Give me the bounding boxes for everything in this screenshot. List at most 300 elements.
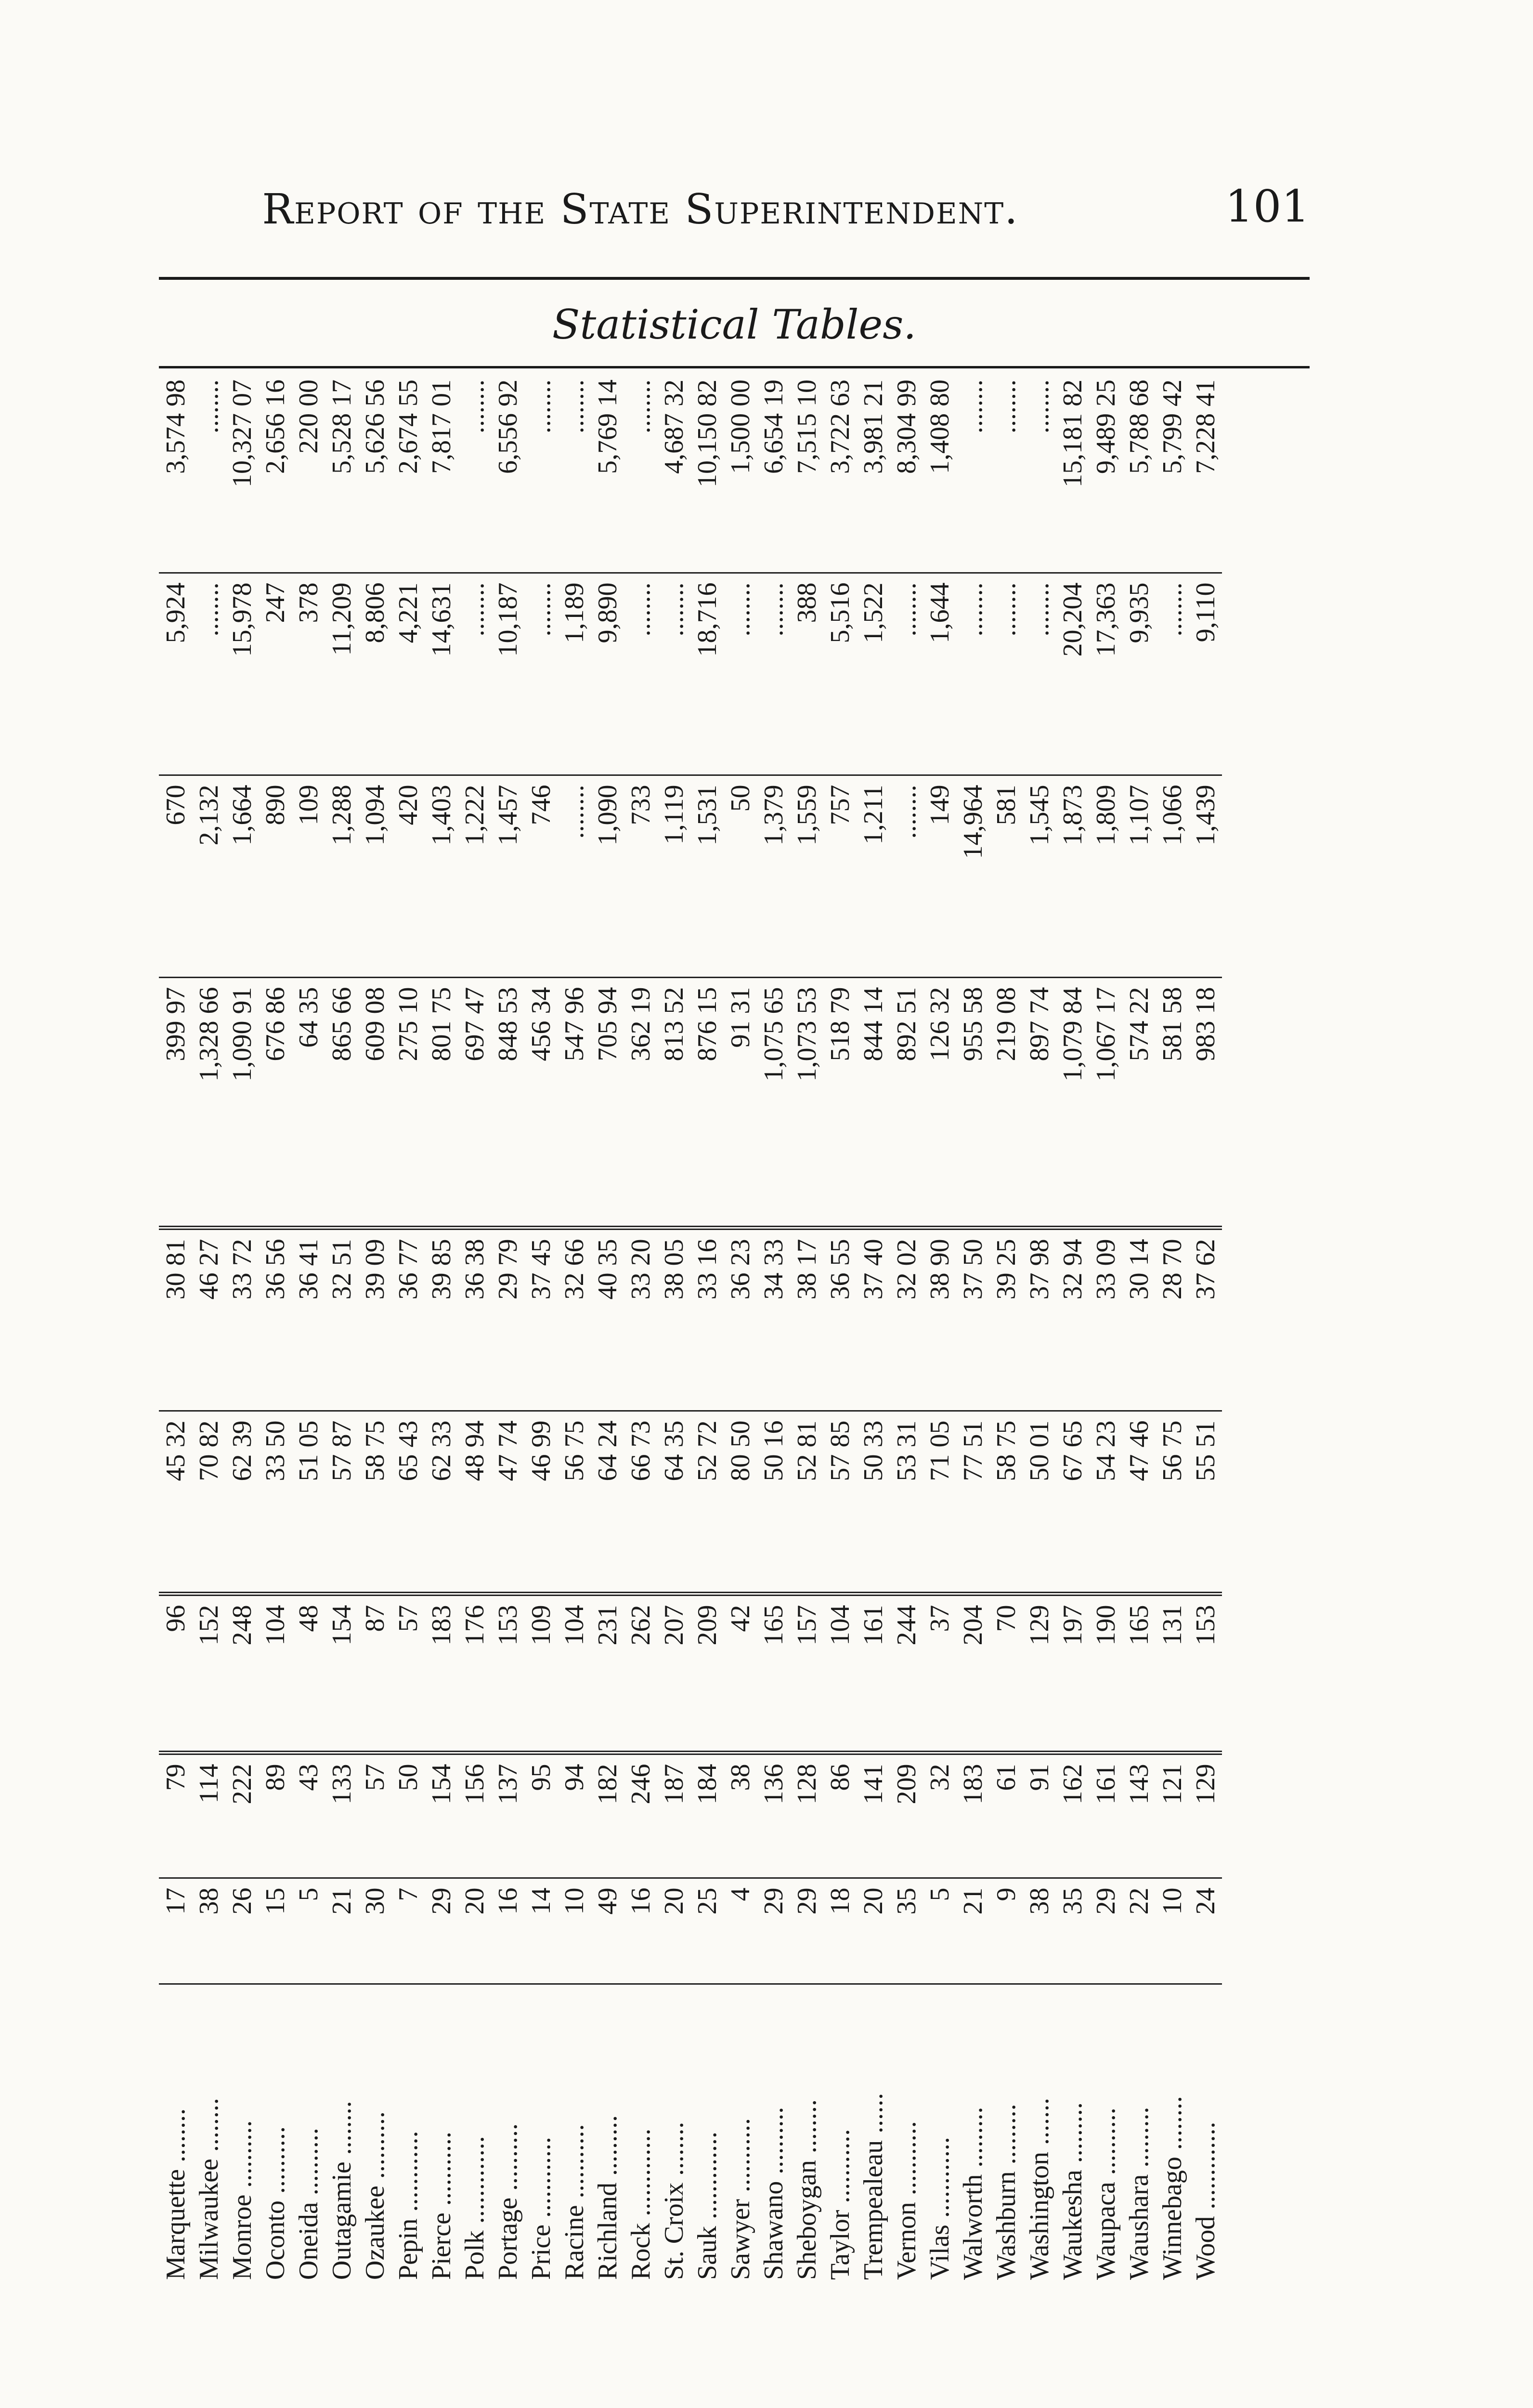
value-cell: 114 (192, 1753, 225, 1878)
table-row (458, 371, 491, 2283)
county-name-cell: Price ............ (526, 2136, 556, 2280)
value-cell: 456 34 (524, 978, 558, 1228)
county-name-cell: Richland ......... (592, 2115, 623, 2280)
value-cell: 757 (823, 775, 857, 978)
value-cell: 9,110 (1189, 573, 1222, 775)
value-cell: 37 (923, 1594, 956, 1753)
value-cell: ........ (989, 371, 1023, 573)
value-cell: 897 74 (1023, 978, 1056, 1228)
value-cell: ........ (890, 775, 923, 978)
value-cell: 65 43 (391, 1411, 425, 1594)
value-cell: 865 66 (325, 978, 358, 1228)
statistical-table (159, 371, 1261, 2283)
value-cell: 1,075 65 (757, 978, 790, 1228)
value-cell: 25 (690, 1878, 724, 1984)
value-cell: 40 35 (591, 1228, 624, 1411)
value-cell: 39 25 (989, 1228, 1023, 1411)
table-row (823, 371, 857, 2283)
value-cell: 45 32 (159, 1411, 192, 1594)
value-cell: 5,788 68 (1122, 371, 1156, 573)
value-cell: 56 75 (558, 1411, 591, 1594)
value-cell: 5,626 56 (358, 371, 391, 573)
county-name-cell: Oconto .......... (260, 2126, 290, 2280)
value-cell: 378 (292, 573, 325, 775)
value-cell: 37 40 (857, 1228, 890, 1411)
value-cell: 20 (657, 1878, 690, 1984)
value-cell: 14 (524, 1878, 558, 1984)
value-cell: 165 (757, 1594, 790, 1753)
value-cell: 48 94 (458, 1411, 491, 1594)
value-cell: 49 (591, 1878, 624, 1984)
value-cell: 36 41 (292, 1228, 325, 1411)
value-cell: ........ (1023, 371, 1056, 573)
value-cell: 1,559 (790, 775, 823, 978)
county-name-cell: Vilas ............ (924, 2137, 955, 2280)
county-name-cell: Winnebago ........ (1157, 2096, 1187, 2280)
value-cell: 154 (325, 1594, 358, 1753)
value-cell: 54 23 (1089, 1411, 1122, 1594)
value-cell: 4 (724, 1878, 757, 1984)
value-cell: 15 (259, 1878, 292, 1984)
county-name-cell: Waushara ......... (1124, 2107, 1154, 2280)
value-cell: 104 (259, 1594, 292, 1753)
value-cell: 26 (225, 1878, 259, 1984)
value-cell: 86 (823, 1753, 857, 1878)
value-cell: 813 52 (657, 978, 690, 1228)
value-cell: 79 (159, 1753, 192, 1878)
value-cell: 50 (724, 775, 757, 978)
table-row (857, 371, 890, 2283)
value-cell: 733 (624, 775, 657, 978)
value-cell: 9,489 25 (1089, 371, 1122, 573)
table-row (989, 371, 1023, 2283)
value-cell: 547 96 (558, 978, 591, 1228)
value-cell: 161 (857, 1594, 890, 1753)
value-cell: 30 (358, 1878, 391, 1984)
value-cell: 62 39 (225, 1411, 259, 1594)
value-cell: 57 87 (325, 1411, 358, 1594)
value-cell: 128 (790, 1753, 823, 1878)
value-cell: 29 (790, 1878, 823, 1984)
table-row (425, 371, 458, 2283)
value-cell: 420 (391, 775, 425, 978)
value-cell: 57 (391, 1594, 425, 1753)
value-cell: ........ (524, 573, 558, 775)
value-cell: 80 50 (724, 1411, 757, 1594)
table-row (790, 371, 823, 2283)
value-cell: 32 51 (325, 1228, 358, 1411)
table-row (657, 371, 690, 2283)
table-row (491, 371, 524, 2283)
value-cell: 143 (1122, 1753, 1156, 1878)
value-cell: 165 (1122, 1594, 1156, 1753)
value-cell: 61 (989, 1753, 1023, 1878)
value-cell: 1,107 (1122, 775, 1156, 978)
value-cell: 388 (790, 573, 823, 775)
value-cell: 6,654 19 (757, 371, 790, 573)
value-cell: 91 (1023, 1753, 1056, 1878)
value-cell: 219 08 (989, 978, 1023, 1228)
value-cell: 62 33 (425, 1411, 458, 1594)
value-cell: 204 (956, 1594, 989, 1753)
value-cell: 399 97 (159, 978, 192, 1228)
value-cell: ........ (956, 573, 989, 775)
value-cell: 39 85 (425, 1228, 458, 1411)
value-cell: 183 (425, 1594, 458, 1753)
value-cell: 10 (558, 1878, 591, 1984)
county-name-cell: Milwaukee ........ (194, 2098, 224, 2280)
value-cell: 71 05 (923, 1411, 956, 1594)
value-cell: 37 98 (1023, 1228, 1056, 1411)
value-cell: 209 (890, 1753, 923, 1878)
value-cell: 36 38 (458, 1228, 491, 1411)
value-cell: ........ (757, 573, 790, 775)
value-cell: 746 (524, 775, 558, 978)
value-cell: 5 (923, 1878, 956, 1984)
value-cell: 43 (292, 1753, 325, 1878)
value-cell: 35 (1056, 1878, 1089, 1984)
value-cell: 37 62 (1189, 1228, 1222, 1411)
value-cell: ........ (890, 573, 923, 775)
value-cell: 96 (159, 1594, 192, 1753)
county-name-cell: Polk ............. (459, 2136, 490, 2280)
value-cell: 14,964 (956, 775, 989, 978)
value-cell: 20 (458, 1878, 491, 1984)
county-name-cell: Outagamie ........ (326, 2101, 357, 2280)
county-name-cell: Wood ............. (1190, 2121, 1221, 2280)
county-name-cell: Marquette ........ (160, 2108, 191, 2280)
value-cell: 50 (391, 1753, 425, 1878)
value-cell: 10 (1156, 1878, 1189, 1984)
value-cell: 52 81 (790, 1411, 823, 1594)
value-cell: 67 65 (1056, 1411, 1089, 1594)
value-cell: 3,981 21 (857, 371, 890, 573)
value-cell: 9,890 (591, 573, 624, 775)
value-cell: ........ (524, 371, 558, 573)
page-header (159, 181, 1310, 243)
value-cell: 2,132 (192, 775, 225, 978)
value-cell: 33 20 (624, 1228, 657, 1411)
value-cell: 581 58 (1156, 978, 1189, 1228)
value-cell: 157 (790, 1594, 823, 1753)
value-cell: 1,809 (1089, 775, 1122, 978)
value-cell: 11,209 (325, 573, 358, 775)
value-cell: 1,189 (558, 573, 591, 775)
value-cell: 1,439 (1189, 775, 1222, 978)
subtitle-rule (159, 366, 1310, 368)
value-cell: 57 85 (823, 1411, 857, 1594)
value-cell: 46 99 (524, 1411, 558, 1594)
value-cell: 3,722 63 (823, 371, 857, 573)
value-cell: 29 (757, 1878, 790, 1984)
table-row (890, 371, 923, 2283)
value-cell: 184 (690, 1753, 724, 1878)
value-cell: 33 16 (690, 1228, 724, 1411)
value-cell: 2,674 55 (391, 371, 425, 573)
value-cell: 207 (657, 1594, 690, 1753)
county-name-cell: Waupaca .......... (1091, 2107, 1121, 2280)
value-cell: 36 23 (724, 1228, 757, 1411)
value-cell: 153 (1189, 1594, 1222, 1753)
value-cell: 362 19 (624, 978, 657, 1228)
value-cell: 129 (1189, 1753, 1222, 1878)
value-cell: 190 (1089, 1594, 1122, 1753)
value-cell: 676 86 (259, 978, 292, 1228)
value-cell: 33 50 (259, 1411, 292, 1594)
value-cell: ........ (657, 573, 690, 775)
page-number: 101 (1225, 181, 1310, 232)
table-row (956, 371, 989, 2283)
value-cell: 16 (491, 1878, 524, 1984)
value-cell: 3,574 98 (159, 371, 192, 573)
value-cell: 955 58 (956, 978, 989, 1228)
table-row (259, 371, 292, 2283)
value-cell: 275 10 (391, 978, 425, 1228)
table-row (524, 371, 558, 2283)
value-cell: 983 18 (1189, 978, 1222, 1228)
value-cell: 1,079 84 (1056, 978, 1089, 1228)
value-cell: 1,090 (591, 775, 624, 978)
value-cell: 1,288 (325, 775, 358, 978)
value-cell: 133 (325, 1753, 358, 1878)
value-cell: 5 (292, 1878, 325, 1984)
value-cell: ........ (724, 573, 757, 775)
value-cell: 876 15 (690, 978, 724, 1228)
value-cell: 154 (425, 1753, 458, 1878)
table-row (1189, 371, 1222, 2283)
value-cell: 87 (358, 1594, 391, 1753)
value-cell: 70 82 (192, 1411, 225, 1594)
value-cell: 5,528 17 (325, 371, 358, 573)
value-cell: 4,221 (391, 573, 425, 775)
table-row (292, 371, 325, 2283)
table-row (358, 371, 391, 2283)
value-cell: ........ (989, 573, 1023, 775)
value-cell: 152 (192, 1594, 225, 1753)
value-cell: 57 (358, 1753, 391, 1878)
value-cell: 848 53 (491, 978, 524, 1228)
value-cell: 5,924 (159, 573, 192, 775)
value-cell: 248 (225, 1594, 259, 1753)
value-cell: 29 (1089, 1878, 1122, 1984)
county-name-cell: Pepin ............ (393, 2131, 423, 2280)
value-cell: 16 (624, 1878, 657, 1984)
county-name-cell: Monroe .......... (227, 2120, 257, 2280)
value-cell: 1,211 (857, 775, 890, 978)
running-title: Report of the State Superintendent. (262, 185, 1019, 234)
value-cell: 246 (624, 1753, 657, 1878)
value-cell: ........ (192, 371, 225, 573)
table-row (757, 371, 790, 2283)
table-row (1023, 371, 1056, 2283)
value-cell: 262 (624, 1594, 657, 1753)
value-cell: 1,090 91 (225, 978, 259, 1228)
value-cell: 183 (956, 1753, 989, 1878)
value-cell: 42 (724, 1594, 757, 1753)
value-cell: 1,094 (358, 775, 391, 978)
value-cell: 34 33 (757, 1228, 790, 1411)
table-row (1156, 371, 1189, 2283)
value-cell: 32 (923, 1753, 956, 1878)
value-cell: 7,228 41 (1189, 371, 1222, 573)
value-cell: 8,806 (358, 573, 391, 775)
value-cell: 1,644 (923, 573, 956, 775)
value-cell: 892 51 (890, 978, 923, 1228)
value-cell: 47 74 (491, 1411, 524, 1594)
table-row (591, 371, 624, 2283)
value-cell: 1,328 66 (192, 978, 225, 1228)
value-cell: 15,181 82 (1056, 371, 1089, 573)
value-cell: 1,457 (491, 775, 524, 978)
value-cell: 18,716 (690, 573, 724, 775)
county-name-cell: Vernon ........... (891, 2121, 922, 2280)
value-cell: 247 (259, 573, 292, 775)
value-cell: 890 (259, 775, 292, 978)
value-cell: 197 (1056, 1594, 1089, 1753)
value-cell: 64 35 (657, 1411, 690, 1594)
value-cell: 32 02 (890, 1228, 923, 1411)
table-row (1089, 371, 1122, 2283)
value-cell: 32 94 (1056, 1228, 1089, 1411)
county-name-cell: Sheboygan ........ (792, 2099, 822, 2280)
value-cell: 1,522 (857, 573, 890, 775)
table-row (159, 371, 192, 2283)
county-name-cell: Washington ....... (1024, 2097, 1054, 2280)
value-cell: 109 (524, 1594, 558, 1753)
value-cell: 222 (225, 1753, 259, 1878)
value-cell: 1,067 17 (1089, 978, 1122, 1228)
county-name-cell: Portage .......... (493, 2123, 523, 2280)
value-cell: 5,799 42 (1156, 371, 1189, 573)
value-cell: 30 81 (159, 1228, 192, 1411)
value-cell: 187 (657, 1753, 690, 1878)
value-cell: 18 (823, 1878, 857, 1984)
value-cell: ........ (558, 775, 591, 978)
value-cell: 1,531 (690, 775, 724, 978)
value-cell: 1,403 (425, 775, 458, 978)
value-cell: 47 46 (1122, 1411, 1156, 1594)
section-subtitle: Statistical Tables. (552, 301, 917, 348)
value-cell: 17,363 (1089, 573, 1122, 775)
table-row (225, 371, 259, 2283)
value-cell: 1,408 80 (923, 371, 956, 573)
value-cell: 9,935 (1122, 573, 1156, 775)
county-name-cell: Ozaukee .......... (360, 2111, 390, 2280)
table-row (558, 371, 591, 2283)
value-cell: 1,873 (1056, 775, 1089, 978)
county-name-cell: Trempealeau ...... (858, 2093, 888, 2280)
value-cell: 50 16 (757, 1411, 790, 1594)
value-cell: 2,656 16 (259, 371, 292, 573)
value-cell: 58 75 (989, 1411, 1023, 1594)
value-cell: 50 33 (857, 1411, 890, 1594)
value-cell: 220 00 (292, 371, 325, 573)
value-cell: 137 (491, 1753, 524, 1878)
value-cell: 141 (857, 1753, 890, 1878)
value-cell: 104 (558, 1594, 591, 1753)
table-row (192, 371, 225, 2283)
value-cell: 21 (956, 1878, 989, 1984)
value-cell: 7 (391, 1878, 425, 1984)
value-cell: 14,631 (425, 573, 458, 775)
value-cell: 109 (292, 775, 325, 978)
table-row (1056, 371, 1089, 2283)
value-cell: 104 (823, 1594, 857, 1753)
value-cell: 581 (989, 775, 1023, 978)
value-cell: ........ (956, 371, 989, 573)
value-cell: 56 75 (1156, 1411, 1189, 1594)
value-cell: 1,073 53 (790, 978, 823, 1228)
value-cell: ........ (558, 371, 591, 573)
value-cell: 126 32 (923, 978, 956, 1228)
value-cell: 697 47 (458, 978, 491, 1228)
header-rule (159, 277, 1310, 280)
value-cell: ........ (458, 573, 491, 775)
value-cell: 21 (325, 1878, 358, 1984)
value-cell: 50 01 (1023, 1411, 1056, 1594)
value-cell: 30 14 (1122, 1228, 1156, 1411)
value-cell: 38 17 (790, 1228, 823, 1411)
county-name-cell: Rock ............. (625, 2128, 656, 2280)
value-cell: 121 (1156, 1753, 1189, 1878)
value-cell: ........ (1023, 573, 1056, 775)
table-row (724, 371, 757, 2283)
value-cell: 20 (857, 1878, 890, 1984)
value-cell: 94 (558, 1753, 591, 1878)
value-cell: 1,066 (1156, 775, 1189, 978)
table-row (1122, 371, 1156, 2283)
value-cell: ........ (624, 371, 657, 573)
value-cell: 518 79 (823, 978, 857, 1228)
value-cell: 37 45 (524, 1228, 558, 1411)
county-name-cell: Racine ........... (559, 2124, 589, 2280)
county-name-cell: Walworth ......... (958, 2107, 988, 2280)
value-cell: 670 (159, 775, 192, 978)
value-cell: 231 (591, 1594, 624, 1753)
value-cell: 55 51 (1189, 1411, 1222, 1594)
value-cell: 38 (724, 1753, 757, 1878)
value-cell: 9 (989, 1878, 1023, 1984)
table-row (391, 371, 425, 2283)
value-cell: 4,687 32 (657, 371, 690, 573)
value-cell: 244 (890, 1594, 923, 1753)
value-cell: 705 94 (591, 978, 624, 1228)
county-name-cell: Pierce ........... (426, 2132, 456, 2280)
value-cell: 36 56 (259, 1228, 292, 1411)
value-cell: 801 75 (425, 978, 458, 1228)
value-cell: 136 (757, 1753, 790, 1878)
value-cell: 29 (425, 1878, 458, 1984)
value-cell: 33 72 (225, 1228, 259, 1411)
value-cell: 58 75 (358, 1411, 391, 1594)
value-cell: 38 (1023, 1878, 1056, 1984)
value-cell: 48 (292, 1594, 325, 1753)
value-cell: 7,817 01 (425, 371, 458, 573)
value-cell: 209 (690, 1594, 724, 1753)
value-cell: 844 14 (857, 978, 890, 1228)
value-cell: 22 (1122, 1878, 1156, 1984)
value-cell: 64 24 (591, 1411, 624, 1594)
value-cell: 10,327 07 (225, 371, 259, 573)
value-cell: 15,978 (225, 573, 259, 775)
value-cell: 37 50 (956, 1228, 989, 1411)
value-cell: 1,500 00 (724, 371, 757, 573)
value-cell: ........ (458, 371, 491, 573)
value-cell: 20,204 (1056, 573, 1089, 775)
value-cell: 46 27 (192, 1228, 225, 1411)
value-cell: 7,515 10 (790, 371, 823, 573)
value-cell: 38 (192, 1878, 225, 1984)
